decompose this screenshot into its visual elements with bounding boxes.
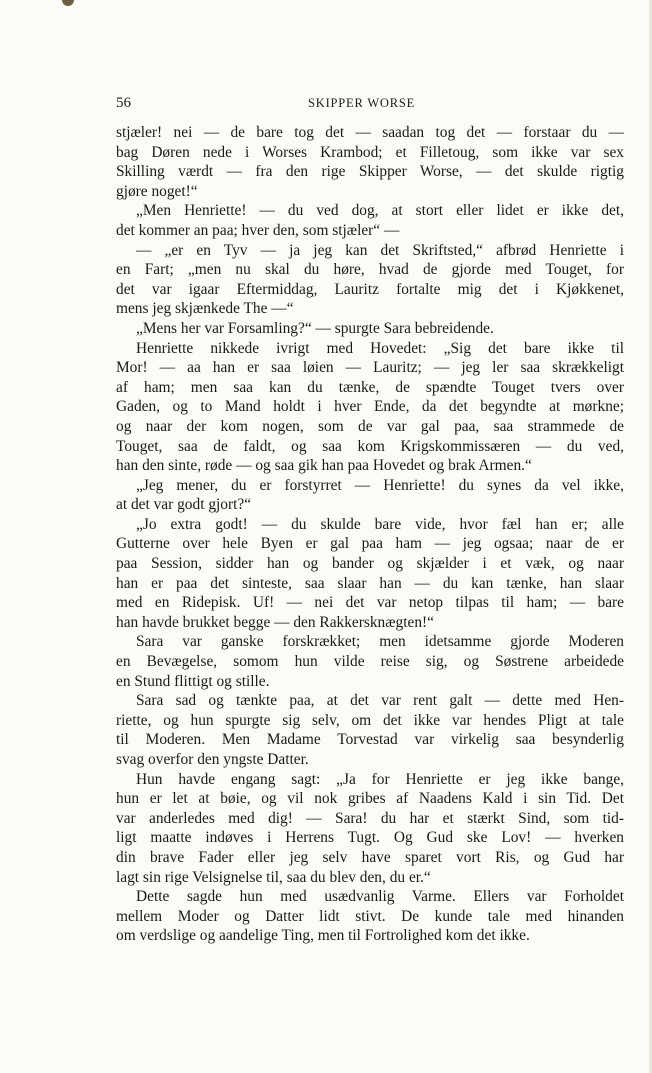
body-text [116,123,624,946]
paragraph [116,770,624,888]
text-line: Dette sagde hun med usædvanlig Varme. Ellers var Forholdet [136,888,624,906]
text-line: Gutterne over hele Byen er gal paa ham — jeg ogsaa; naar de er [116,535,624,553]
text-line: mens jeg skjænkede The —“ [116,300,294,318]
text-line: Mor! — aa han er saa løien — Lauritz; — jeg ler saa skrækkeligt [116,359,624,377]
ink-mark-decoration [62,0,74,6]
running-title: SKIPPER WORSE [308,96,416,110]
text-line: Skilling værdt — fra den rige Skipper Worse, — det skulde rigtig [116,163,624,181]
text-line: paa Session, sidder han og bander og skjælder i et væk, og naar [116,555,624,573]
text-line: Touget, saa de faldt, og saa kom Krigskommissæren — du ved, [116,437,624,455]
text-line: at det var godt gjort?“ [116,496,252,514]
text-line: var anderledes med dig! — Sara! du har et stærkt Sind, som tid- [116,809,624,827]
paragraph [116,515,624,633]
text-line: Sara var ganske forskrækket; men idetsamme gjorde Moderen [136,633,624,651]
text-line: en Fart; „men nu skal du høre, hvad de gjorde med Touget, for [116,261,624,279]
text-line: Gaden, og to Mand holdt i hver Ende, da det begyndte at mørkne; [116,398,624,416]
paragraph [116,241,624,319]
text-line: ligt maatte indøves i Herrens Tugt. Og Gud ske Lov! — hverken [116,829,624,847]
paragraph [116,339,624,476]
text-line: af ham; men saa kan du tænke, de spændte Touget tvers over [116,378,624,396]
text-line: bag Døren nede i Worses Krambod; et Filletoug, som ikke var sex [116,143,624,161]
paragraph [116,476,624,515]
text-line: Henriette nikkede ivrigt med Hovedet: „Sig det bare ikke til [136,339,624,357]
text-line: det kommer an paa; hver den, som stjæler“ — [116,221,400,239]
text-line: mellem Moder og Datter lidt stivt. De kunde tale med hinanden [116,907,624,925]
paragraph [116,319,624,339]
text-line: „Jo extra godt! — du skulde bare vide, hvor fæl han er; alle [136,515,624,533]
paragraph [116,632,624,691]
paragraph [116,691,624,769]
text-line: Hun havde engang sagt: „Ja for Henriette er jeg ikke bange, [136,770,624,788]
text-line: — „er en Tyv — ja jeg kan det Skriftsted,“ afbrød Henriette i [136,241,624,259]
text-line: han havde brukket begge — den Rakkersknægten!“ [116,613,434,631]
text-line: en Stund flittigt og stille. [116,672,270,690]
text-line: om verdslige og aandelige Ting, men til Fortrolighed kom det ikke. [116,927,530,945]
text-line: gjøre noget!“ [116,182,198,200]
text-line: hun er let at bøie, og vil nok gribes af Naadens Kald i sin Tid. Det [116,790,624,808]
page-number: 56 [116,95,131,111]
text-line: han den sinte, røde — og saa gik han paa Hovedet og brak Armen.“ [116,457,532,475]
text-line: med en Ridepisk. Uf! — nei det var netop tilpas til ham; — bare [116,594,624,612]
paragraph [116,201,624,240]
text-line: en Bevægelse, somom hun vilde reise sig, og Søstrene arbeidede [116,653,624,671]
text-line: svag overfor den yngste Datter. [116,751,309,768]
text-line: „Jeg mener, du er forstyrret — Henriette! du synes da vel ikke, [136,476,624,494]
text-line: din brave Fader eller jeg selv have sparet vort Ris, og Gud har [116,848,624,866]
text-line: Sara sad og tænkte paa, at det var rent galt — dette med Hen- [136,692,624,710]
text-line: til Moderen. Men Madame Torvestad var virkelig saa besynderlig [116,731,624,749]
text-line: han er paa det sinteste, saa slaar han — du kan tænke, han slaar [116,574,624,592]
text-line: lagt sin rige Velsignelse til, saa du blev den, du er.“ [116,868,431,886]
text-line: stjæler! nei — de bare tog det — saadan tog det — forstaar du — [116,124,624,141]
page-header [116,95,624,117]
text-line: det var igaar Eftermiddag, Lauritz fortalte mig det i Kjøkkenet, [116,280,624,298]
paragraph [116,123,624,201]
text-line: og naar der kom nogen, som de var gal paa, saa strammede de [116,417,624,435]
paragraph [116,887,624,946]
text-line: „Mens her var Forsamling?“ — spurgte Sara bebreidende. [136,319,494,337]
text-line: riette, og hun spurgte sig selv, om det ikke var hendes Pligt at tale [116,711,624,729]
text-line: „Men Henriette! — du ved dog, at stort eller lidet er ikke det, [136,202,624,220]
